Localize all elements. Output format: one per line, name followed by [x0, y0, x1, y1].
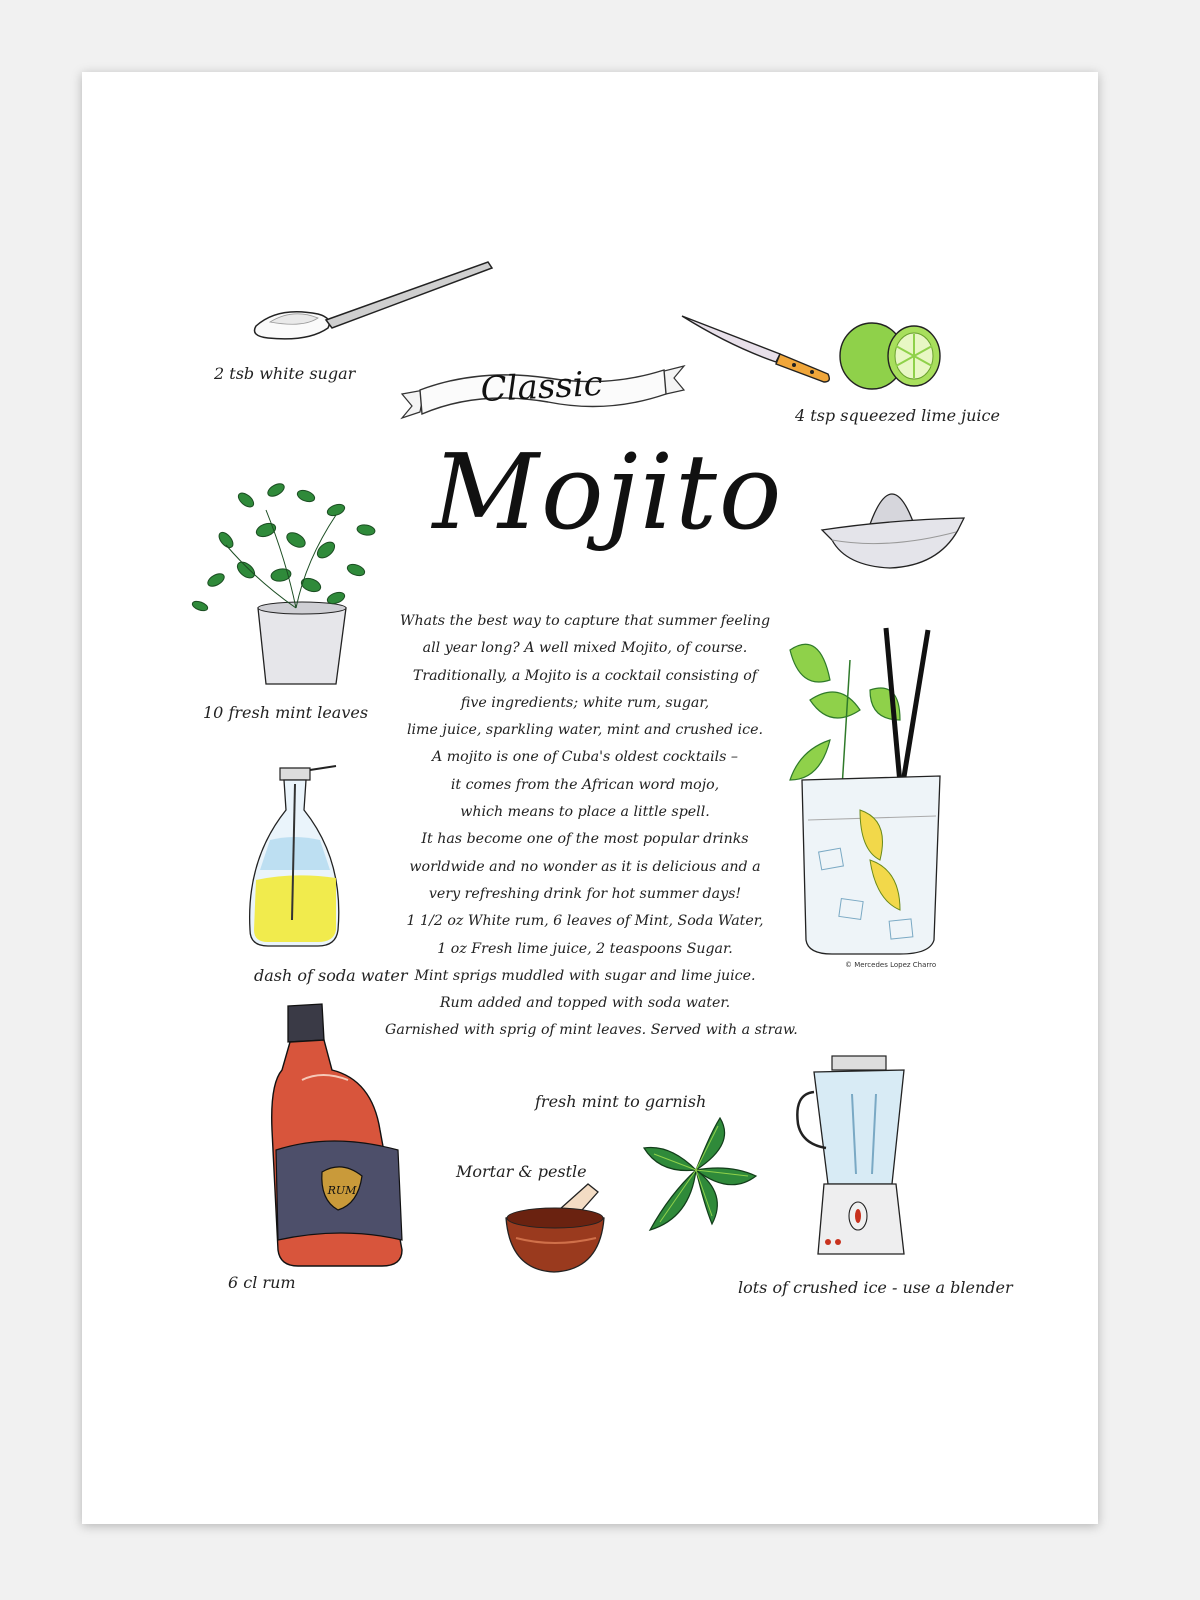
mortar-label: Mortar & pestle: [456, 1162, 587, 1181]
garnish-label: fresh mint to garnish: [535, 1092, 707, 1111]
rum-bottle-label-text: RUM: [327, 1184, 357, 1197]
mint-plant-illustration: [186, 470, 396, 690]
lime-juice-label: 4 tsp squeezed lime juice: [795, 406, 1000, 425]
sugar-label: 2 tsb white sugar: [214, 364, 356, 383]
mojito-glass-illustration: [780, 620, 950, 960]
soda-water-label: dash of soda water: [254, 966, 408, 985]
body-line: very refreshing drink for hot summer days!: [428, 885, 742, 902]
body-line: 1 1/2 oz White rum, 6 leaves of Mint, Soda Water,: [406, 913, 764, 930]
sugar-spoon-illustration: [248, 256, 498, 346]
body-line: Rum added and topped with soda water.: [439, 995, 731, 1012]
body-line: It has become one of the most popular drinks: [421, 831, 749, 848]
body-line: Garnished with sprig of mint leaves. Served with a straw.: [385, 1022, 798, 1039]
mint-leaves-label: 10 fresh mint leaves: [203, 703, 369, 722]
mortar-pestle-illustration: [500, 1178, 610, 1278]
knife-illustration: [680, 310, 840, 390]
body-line: 1 oz Fresh lime juice, 2 teaspoons Sugar.: [437, 940, 733, 957]
lime-illustration: [836, 316, 946, 396]
page-title: Mojito: [432, 431, 784, 553]
banner-classic-text: Classic: [479, 363, 604, 411]
soda-siphon-illustration: [240, 760, 350, 950]
body-line: it comes from the African word mojo,: [450, 776, 720, 793]
rum-bottle-illustration: [262, 1000, 412, 1270]
body-line: A mojito is one of Cuba's oldest cocktails –: [431, 749, 739, 766]
crushed-ice-label: lots of crushed ice - use a blender: [738, 1278, 1013, 1297]
body-line: which means to place a little spell.: [460, 804, 710, 821]
body-line: all year long? A well mixed Mojito, of course.: [422, 640, 748, 657]
body-line: lime juice, sparkling water, mint and crushed ice.: [406, 722, 763, 739]
citrus-juicer-illustration: [818, 490, 968, 576]
body-line: Mint sprigs muddled with sugar and lime juice.: [414, 967, 756, 984]
title-block: [388, 422, 828, 572]
body-line: five ingredients; white rum, sugar,: [460, 694, 710, 711]
mint-sprig-illustration: [640, 1114, 760, 1234]
blender-illustration: [792, 1054, 922, 1264]
body-line: worldwide and no wonder as it is delicious and a: [409, 858, 761, 875]
rum-label: 6 cl rum: [228, 1273, 296, 1292]
artist-credit: © Mercedes Lopez Charro: [845, 961, 937, 969]
body-line: Traditionally, a Mojito is a cocktail consisting of: [412, 667, 758, 684]
body-line: Whats the best way to capture that summer feeling: [399, 613, 771, 629]
recipe-body: [385, 608, 798, 1045]
